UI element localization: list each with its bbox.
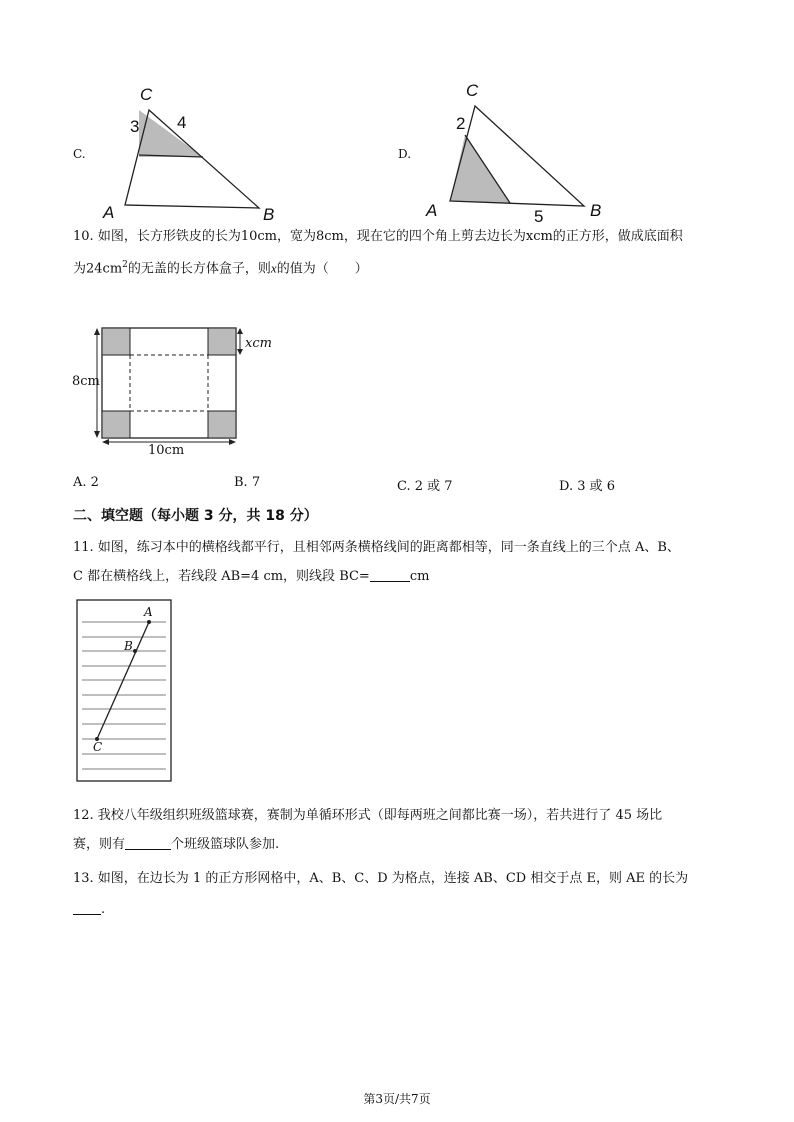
arrow-left-icon xyxy=(102,439,109,445)
option-d: D. 3 或 6 xyxy=(559,479,616,494)
question-11-text xyxy=(73,533,733,591)
triangle-figure-c xyxy=(95,80,295,230)
question-13-line-1: 13. 如图，在边长为 1 的正方形网格中，A、B、C、D 为格点，连接 AB、CD 相交于点 E，则 AE 的长为 xyxy=(73,871,689,886)
triangle-figure-d xyxy=(420,78,620,228)
question-10-line-2: 为$24cm^2$的无盖的长方体盒子，则x的值为（ ） xyxy=(73,260,368,277)
triangle-outline-c xyxy=(125,110,259,208)
vertex-b-label: B xyxy=(263,205,275,224)
option-a: A. 2 xyxy=(73,475,99,490)
arrow-down-small-icon xyxy=(237,349,243,355)
question-12-line-1: 12. 我校八年级组织班级篮球赛，赛制为单循环形式（即每两班之间都比赛一场），若共进行了 45 场比 xyxy=(73,808,663,823)
question-12-text xyxy=(73,801,733,859)
corner-square-bottom-right xyxy=(208,411,236,438)
width-label: 8cm xyxy=(72,374,100,389)
vertex-a-label-d: A xyxy=(426,201,438,220)
vertex-c-label: C xyxy=(140,85,153,104)
question-10-line-1: 10. 如图，长方形铁皮的长为10cm，宽为8cm，现在它的四个角上剪去边长为xcm的正方形，做成底面积 xyxy=(73,229,683,244)
arrow-up-icon xyxy=(94,328,100,335)
page-footer: 第3页/共7页 xyxy=(363,1092,431,1106)
question-10-text xyxy=(73,222,733,283)
notebook-figure xyxy=(76,599,176,784)
point-c-label: C xyxy=(93,740,103,754)
question-12-line-2: 赛，则有 个班级篮球队参加. xyxy=(73,837,280,852)
option-b: B. 7 xyxy=(234,475,261,490)
arrow-up-small-icon xyxy=(237,328,243,334)
answer-blank-12[interactable] xyxy=(125,835,171,850)
length-label: 10cm xyxy=(148,443,185,458)
question-13-text xyxy=(73,864,733,927)
vertex-b-label-d: B xyxy=(590,201,602,220)
vertex-c-label-d: C xyxy=(466,81,479,100)
option-c: C. 2 或 7 xyxy=(397,479,453,494)
side-bottom-label-d: 5 xyxy=(534,207,544,226)
rectangle-box-figure xyxy=(70,322,290,462)
question-11-line-2: C 都在横格线上，若线段 AB=4 cm，则线段 BC= cm xyxy=(73,569,430,584)
answer-blank-13[interactable] xyxy=(73,900,101,915)
corner-square-bottom-left xyxy=(102,411,130,438)
point-a-label: A xyxy=(144,605,153,619)
section-title: 二、填空题（每小题 3 分，共 18 分） xyxy=(73,508,318,524)
option-d-label: D. xyxy=(398,147,412,161)
arrow-right-icon xyxy=(229,439,236,445)
corner-square-top-left xyxy=(102,328,130,355)
arrow-down-icon xyxy=(94,431,100,438)
option-c-label: C. xyxy=(73,147,86,161)
side-right-label-c: 4 xyxy=(177,113,187,132)
point-b-label: B xyxy=(124,639,133,653)
corner-square-top-right xyxy=(208,328,236,355)
side-label: xcm xyxy=(245,336,272,351)
point-b xyxy=(133,649,137,653)
answer-blank-11[interactable] xyxy=(370,567,410,582)
side-top-label-d: 2 xyxy=(456,114,466,133)
line-segment-ac xyxy=(97,622,149,739)
point-a xyxy=(147,620,151,624)
question-13-line-2: . xyxy=(73,893,733,927)
side-left-label-c: 3 xyxy=(130,117,140,136)
question-11-line-1: 11. 如图，练习本中的横格线都平行，且相邻两条横格线间的距离都相等，同一条直线上的三个点 A、B、 xyxy=(73,540,680,555)
vertex-a-label: A xyxy=(103,203,115,222)
